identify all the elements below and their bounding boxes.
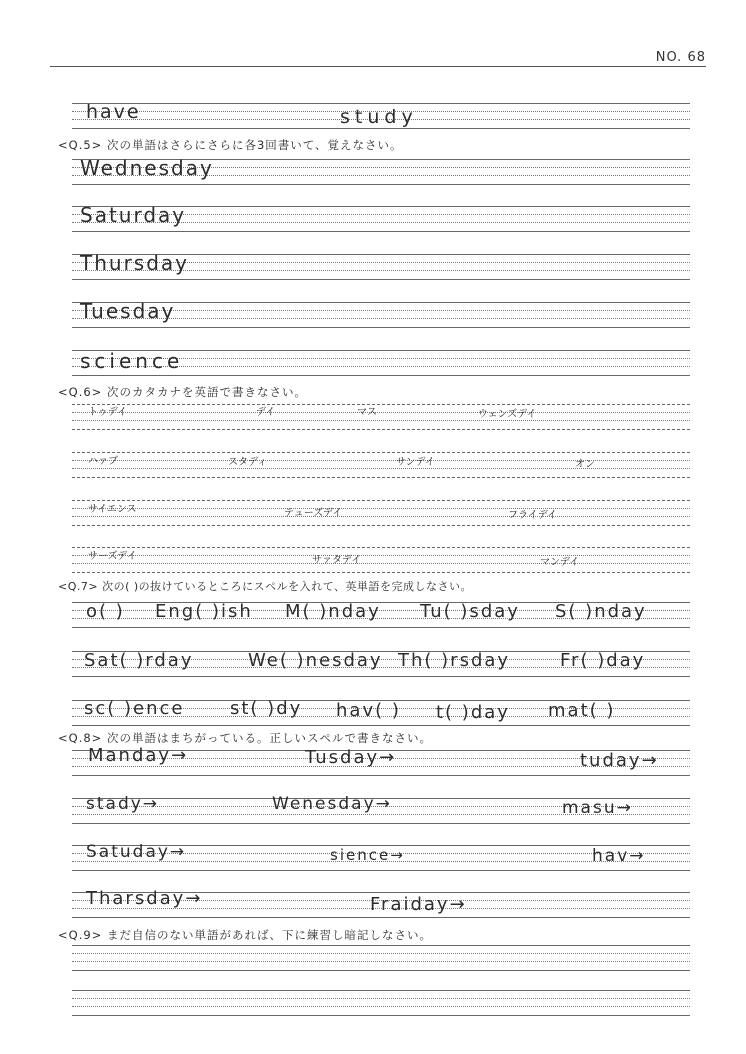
handwritten-word: masu→ bbox=[562, 798, 633, 818]
handwritten-word: st( )dy bbox=[230, 698, 303, 719]
handwritten-word: t( )day bbox=[436, 702, 510, 723]
handwritten-word: o( ) bbox=[86, 601, 125, 622]
handwritten-word: Tuesday bbox=[80, 299, 176, 323]
handwritten-word: Manday→ bbox=[88, 745, 189, 766]
katakana-word: マンデイ bbox=[540, 557, 580, 568]
question-5-instruction: <Q.5> 次の単語はさらにさらに各3回書いて、覚えなさい。 bbox=[58, 138, 403, 152]
katakana-word: サーズデイ bbox=[88, 551, 137, 562]
katakana-word: ウェンズデイ bbox=[478, 409, 537, 420]
handwritten-word: Tharsday→ bbox=[86, 888, 203, 909]
writing-band bbox=[72, 404, 690, 430]
handwritten-word: mat( ) bbox=[548, 700, 616, 721]
handwritten-word: tuday→ bbox=[580, 750, 659, 771]
handwritten-word: Fraiday→ bbox=[370, 894, 467, 915]
handwritten-word: Thursday bbox=[80, 251, 189, 275]
handwritten-word: science bbox=[80, 349, 184, 373]
katakana-word: マス bbox=[357, 407, 377, 418]
katakana-word: サンデイ bbox=[396, 457, 435, 468]
handwritten-word: Sat( )rday bbox=[84, 650, 194, 671]
handwritten-word: have bbox=[86, 101, 141, 123]
handwritten-word: sience→ bbox=[330, 846, 405, 864]
handwritten-word: Wednesday bbox=[80, 156, 214, 180]
page-number: NO. 68 bbox=[655, 50, 706, 65]
handwritten-word: S( )nday bbox=[555, 601, 647, 622]
writing-band bbox=[72, 500, 690, 526]
handwritten-word: M( )nday bbox=[285, 601, 381, 622]
handwritten-word: study bbox=[340, 106, 418, 128]
katakana-word: オン bbox=[575, 459, 595, 470]
katakana-word: トゥデイ bbox=[88, 407, 128, 418]
handwritten-word: hav→ bbox=[592, 846, 646, 866]
handwritten-word: We( )nesday bbox=[248, 650, 383, 671]
question-7-instruction: <Q.7> 次の( )の抜けているところにスペルを入れて、英単語を完成しなさい。 bbox=[58, 580, 472, 593]
handwritten-word: Tusday→ bbox=[305, 747, 397, 768]
writing-band bbox=[72, 547, 690, 573]
handwritten-word: sc( )ence bbox=[84, 698, 185, 719]
handwritten-word: hav( ) bbox=[336, 700, 401, 721]
katakana-word: スタディ bbox=[228, 457, 268, 468]
handwritten-word: Fr( )day bbox=[560, 650, 646, 671]
handwritten-word: Eng( )ish bbox=[155, 601, 253, 622]
handwritten-word: Saturday bbox=[80, 203, 187, 227]
question-9-instruction: <Q.9> まだ自信のない単語があれば、下に練習し暗記しなさい。 bbox=[58, 928, 432, 942]
writing-band bbox=[72, 990, 690, 1016]
question-8-instruction: <Q.8> 次の単語はまちがっている。正しいスペルで書きなさい。 bbox=[58, 731, 432, 745]
katakana-word: サァタデイ bbox=[312, 555, 362, 566]
katakana-word: ハァブ bbox=[88, 456, 118, 467]
handwritten-word: Satuday→ bbox=[86, 842, 187, 862]
handwritten-word: stady→ bbox=[86, 794, 160, 814]
handwritten-word: Wenesday→ bbox=[272, 794, 392, 814]
writing-band bbox=[72, 452, 690, 478]
katakana-word: サイエンス bbox=[88, 504, 137, 515]
katakana-word: デイ bbox=[256, 407, 276, 418]
writing-band bbox=[72, 945, 690, 971]
handwritten-word: Th( )rsday bbox=[398, 650, 511, 671]
katakana-word: テューズデイ bbox=[284, 508, 343, 519]
question-6-instruction: <Q.6> 次のカタカナを英語で書きなさい。 bbox=[58, 385, 307, 399]
handwritten-word: Tu( )sday bbox=[420, 601, 520, 622]
header-rule bbox=[50, 66, 706, 67]
katakana-word: フライデイ bbox=[508, 510, 557, 521]
